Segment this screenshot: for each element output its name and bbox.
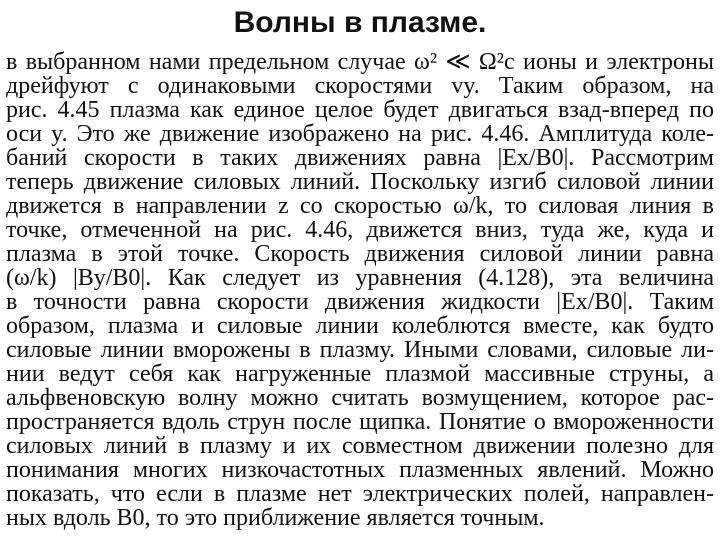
text-line: ных вдоль B0, то это приближение является точным. — [6, 505, 545, 531]
text-line: показать, что если в плазме нет электрических полей, направлен- — [6, 481, 714, 507]
text-line: (ω/k) |By/B0|. Как следует из уравнения (4.128), эта величина — [6, 265, 714, 291]
text-line: теперь движение силовых линий. Поскольку изгиб силовой линии — [6, 169, 714, 195]
text-line: пространяется вдоль струн после щипка. Понятие о вмороженности — [6, 409, 714, 435]
text-line: образом, плазма и силовые линии колеблются вместе, как будто — [6, 313, 714, 339]
text-line: в точности равна скорости движения жидкости |Ex/B0|. Таким — [6, 289, 714, 315]
text-line: движется в направлении z со скоростью ω/k, то силовая линия в — [6, 193, 714, 219]
text-line: дрейфуют с одинаковыми скоростями vy. Таким образом, на — [6, 73, 714, 99]
text-line: понимания многих низкочастотных плазменных явлений. Можно — [6, 457, 714, 483]
text-line: в выбранном нами предельном случае ω² ≪ Ω²с ионы и электроны — [6, 49, 714, 75]
text-line: альфвеновскую волну можно считать возмущением, которое рас- — [6, 385, 714, 411]
text-line: силовые линии вморожены в плазму. Иными словами, силовые ли- — [6, 337, 714, 363]
text-line: рис. 4.45 плазма как единое целое будет двигаться взад-вперед по — [6, 97, 714, 123]
scanned-text-block — [6, 50, 714, 536]
text-line: силовых линий в плазму и их совместном движении полезно для — [6, 433, 714, 459]
text-line: точке, отмеченной на рис. 4.46, движется вниз, туда же, куда и — [6, 217, 714, 243]
page-title: Волны в плазме. — [233, 6, 487, 39]
text-line: плазма в этой точке. Скорость движения силовой линии равна — [6, 241, 714, 267]
text-line: оси y. Это же движение изображено на рис. 4.46. Амплитуда коле- — [6, 121, 714, 147]
text-line: баний скорости в таких движениях равна |Ex/B0|. Рассмотрим — [6, 145, 714, 171]
text-line: нии ведут себя как нагруженные плазмой массивные струны, а — [6, 361, 714, 387]
